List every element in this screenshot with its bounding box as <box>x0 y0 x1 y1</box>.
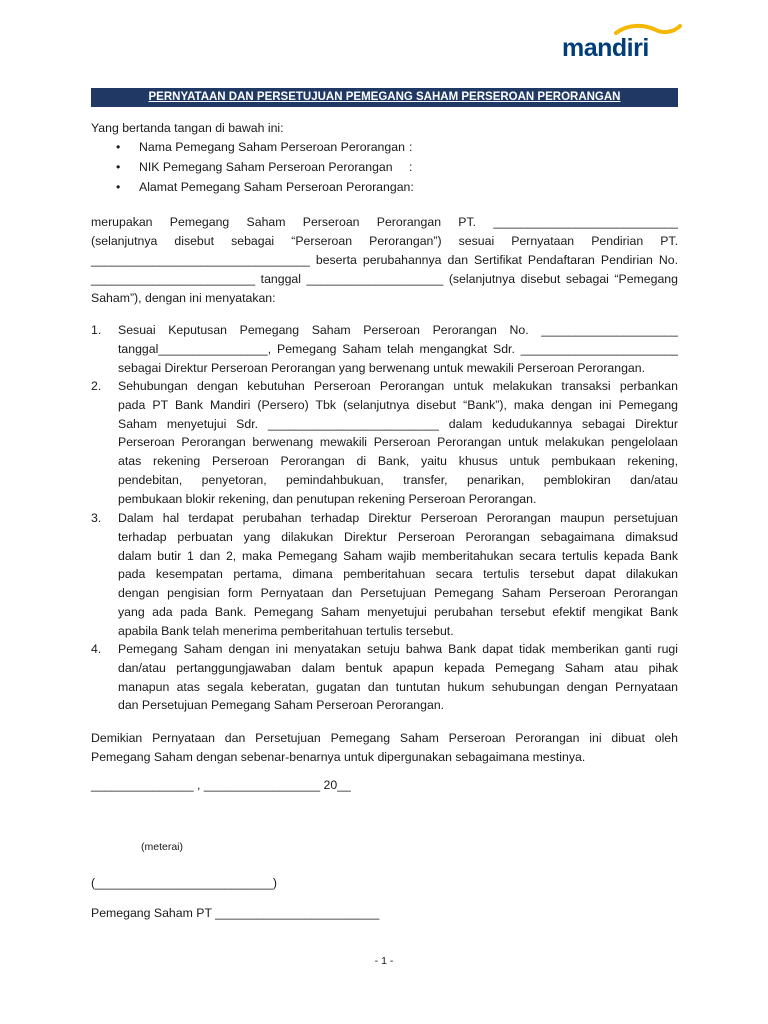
mandiri-logo <box>562 22 694 66</box>
field-list <box>91 138 678 198</box>
field-label: NIK Pemegang Saham Perseroan Perorangan <box>139 160 393 174</box>
item-line: dengan pengisian form Pernyataan dan Persetujuan Pemegang Saham Perseroan Perorangan <box>118 586 678 601</box>
item-number: 2. <box>91 379 102 393</box>
statement-line: merupakan Pemegang Saham Perseroan Perorangan PT. ___________________________ <box>91 215 678 229</box>
item-line: Sehubungan dengan kebutuhan Perseroan Perorangan untuk melakukan transaksi perbankan <box>118 379 678 393</box>
item-line: tanggal________________, Pemegang Saham telah mengangkat Sdr. _______________________ <box>118 341 678 356</box>
item-number: 4. <box>91 642 102 656</box>
closing-line: Demikian Pernyataan dan Persetujuan Pemegang Saham Perseroan Perorangan ini dibuat oleh <box>91 731 678 745</box>
item-line: apabila Bank telah menerima pemberitahuan tertulis tersebut. <box>118 623 454 638</box>
meterai-label: (meterai) <box>141 841 184 853</box>
closing-paragraph <box>91 729 678 767</box>
item-line: Perseroan Perorangan berwenang mewakili Perseroan Perorangan untuk melakukan pengelolaan <box>118 435 678 450</box>
statement-paragraph <box>91 213 678 308</box>
bullet-icon: • <box>116 160 121 174</box>
statement-line: Saham”), dengan ini menyatakan: <box>91 291 276 305</box>
statement-line: ________________________________ beserta perubahannya dan Sertifikat Pendaftaran Pendirian No. <box>91 253 678 267</box>
closing-line: Pemegang Saham dengan sebenar-benarnya untuk dipergunakan sebagaimana mestinya. <box>91 750 586 764</box>
item-line: dalam butir 1 dan 2, maka Pemegang Saham wajib memberitahukan secara tertulis kepada Bank <box>118 548 678 563</box>
item-number: 3. <box>91 511 102 525</box>
item-line: Saham menyetujui Sdr. _________________________ dalam kedudukannya sebagai Direktur <box>118 416 678 431</box>
item-line: manapun atas segala keberatan, gugatan dan tuntutan hukum sehubungan dengan Pernyataan <box>118 679 678 694</box>
document-title: PERNYATAAN DAN PERSETUJUAN PEMEGANG SAHAM PERSEROAN PERORANGAN <box>91 88 678 107</box>
field-label: Nama Pemegang Saham Perseroan Perorangan <box>139 140 405 154</box>
item-line: pembukaan blokir rekening, dan penutupan rekening Perseroan Perorangan. <box>118 491 537 506</box>
numbered-item-2 <box>91 377 678 509</box>
list-item <box>91 178 678 198</box>
item-line: Sesuai Keputusan Pemegang Saham Perseroan Perorangan No. ____________________ <box>118 323 678 337</box>
field-separator: : <box>409 160 413 174</box>
field-separator: : <box>409 140 413 154</box>
numbered-item-3 <box>91 509 678 641</box>
list-item <box>91 158 678 178</box>
bullet-icon: • <box>116 180 121 194</box>
field-label: Alamat Pemegang Saham Perseroan Perorangan: <box>139 180 414 194</box>
logo-text: mandiri <box>562 34 649 62</box>
page-number: - 1 - <box>374 955 394 967</box>
statement-line: (selanjutnya disebut sebagai “Perseroan Perorangan”) sesuai Pernyataan Pendirian PT. <box>91 234 678 248</box>
numbered-item-1 <box>91 321 678 377</box>
place-date-line: _______________ , _________________ 20__ <box>91 778 351 792</box>
item-line: Pemegang Saham dengan ini menyatakan setuju bahwa Bank dapat tidak memberikan ganti rugi <box>118 642 678 656</box>
item-line: dan/atau pertanggungjawaban dalam bentuk apapun kepada Pemegang Saham atau pihak <box>118 660 678 675</box>
shareholder-line: Pemegang Saham PT ________________________ <box>91 906 380 920</box>
item-line: Dalam hal terdapat perubahan terhadap Direktur Perseroan Perorangan maupun persetujuan <box>118 511 678 525</box>
item-line: atas rekening Perseroan Perorangan di Bank, yaitu khusus untuk pembukaan rekening, <box>118 454 678 469</box>
item-line: pada kesempatan pertama, dimana pemberitahuan secara tertulis tersebut dapat dilakukan <box>118 567 678 582</box>
item-line: pendebitan, penyetoran, pemindahbukuan, transfer, penarikan, pemblokiran dan/atau <box>118 472 678 487</box>
bullet-icon: • <box>116 140 121 154</box>
item-line: terhadap perbuatan yang dilakukan Direktur Perseroan Perorangan sebagaimana dimaksud <box>118 529 678 544</box>
item-line: yang ada pada Bank. Pemegang Saham menyetujui perubahan tersebut efektif mengikat Bank <box>118 604 678 619</box>
item-line: dan Persetujuan Pemegang Saham Perseroan Perorangan. <box>118 698 445 713</box>
item-number: 1. <box>91 323 102 337</box>
statement-line: ________________________ tanggal ____________________ (selanjutnya disebut sebagai “Pemegang <box>91 272 678 286</box>
item-line: pada PT Bank Mandiri (Persero) Tbk (selanjutnya disebut “Bank”), maka dengan ini Pemegang <box>118 397 678 412</box>
intro-text: Yang bertanda tangan di bawah ini: <box>91 121 284 135</box>
item-line: sebagai Direktur Perseroan Perorangan yang berwenang untuk mewakili Perseroan Perorangan. <box>118 360 646 375</box>
list-item <box>91 138 678 158</box>
signature-line: (__________________________) <box>91 876 278 890</box>
numbered-item-4 <box>91 640 678 715</box>
